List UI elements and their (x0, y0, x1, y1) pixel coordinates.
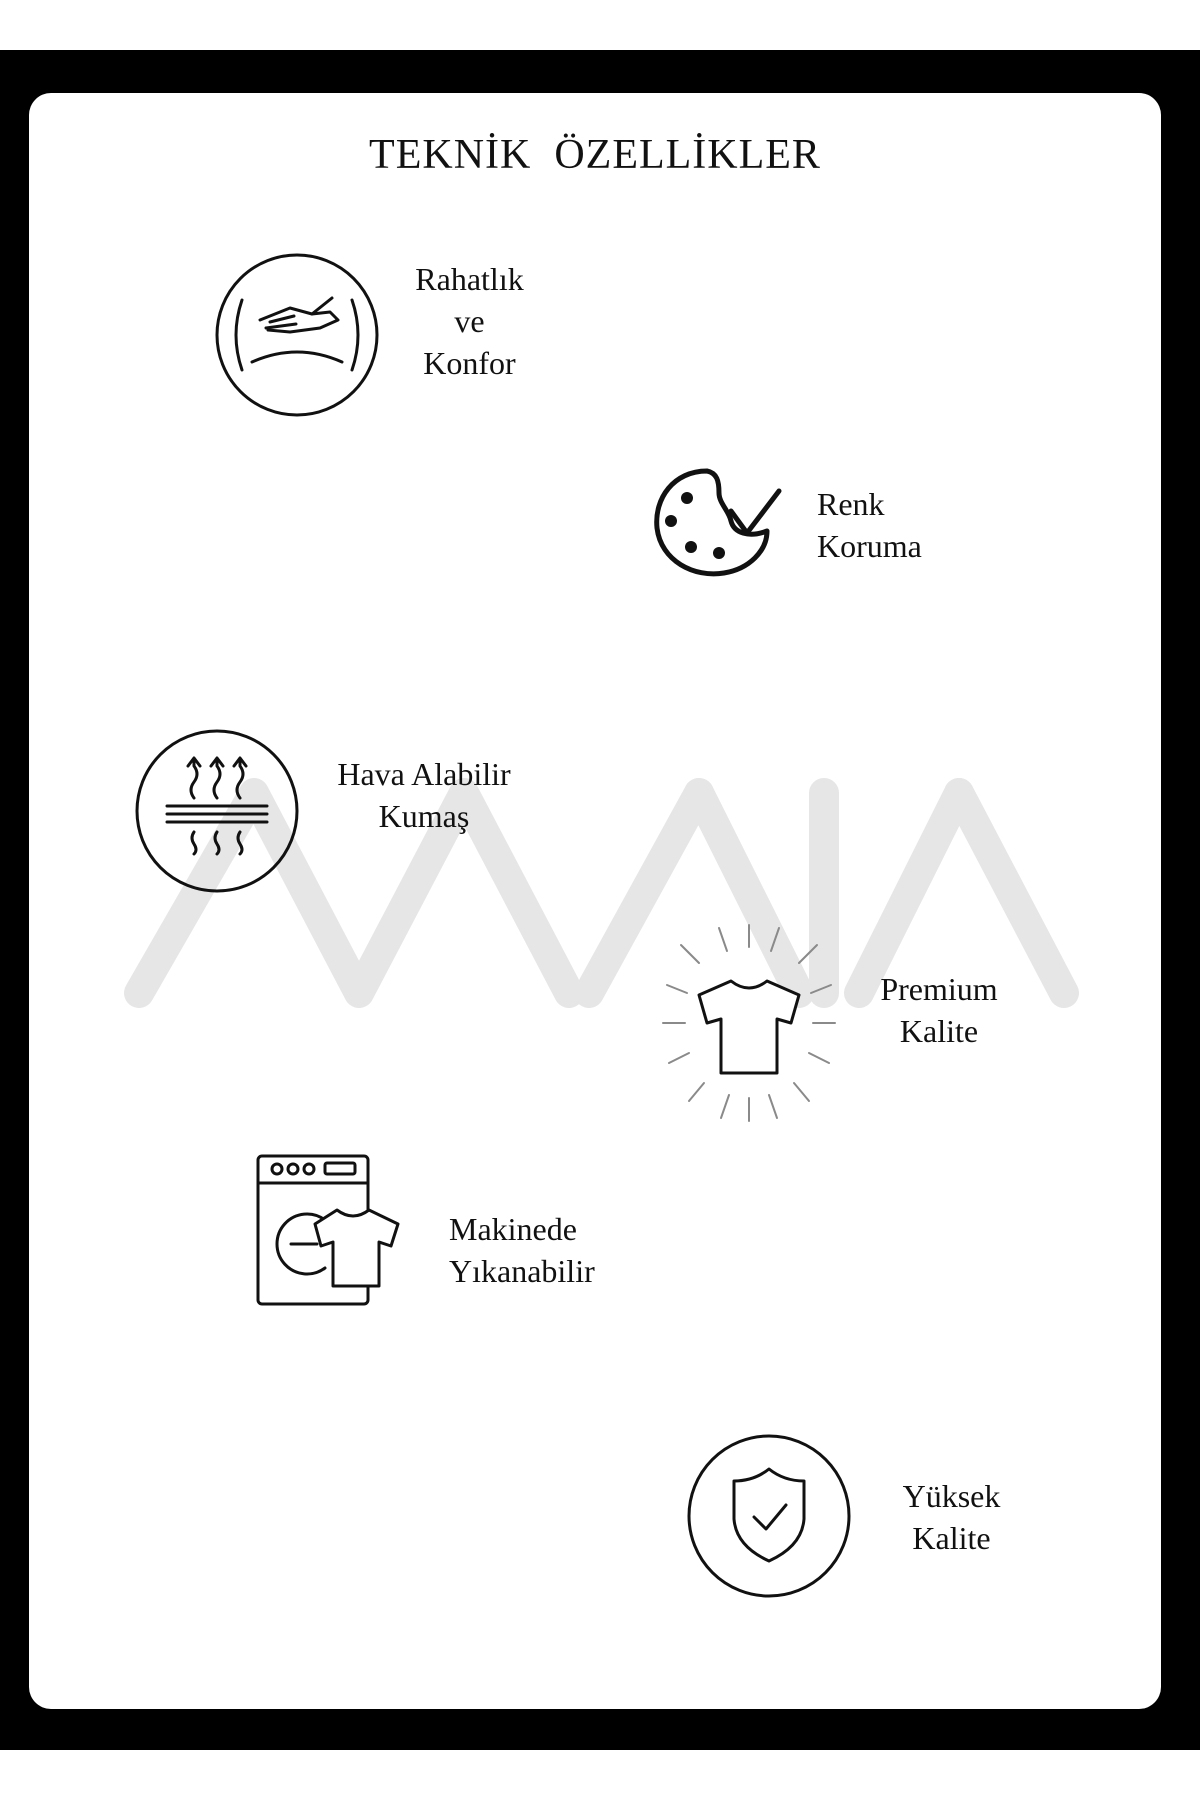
feature-label: Yüksek Kalite (902, 1478, 1001, 1556)
page-title: TEKNİK ÖZELLİKLER (369, 132, 821, 178)
shield-check-icon (684, 1431, 854, 1601)
maia-watermark-logo (29, 93, 1161, 1709)
palette-check-icon (649, 463, 784, 583)
feature-label: Hava Alabilir Kumaş (337, 756, 511, 834)
breathable-fabric-icon (132, 726, 302, 896)
spec-card (29, 93, 1161, 1709)
feature-label: Makinede Yıkanabilir (449, 1211, 595, 1289)
feature-label: Renk Koruma (817, 486, 922, 564)
feature-label: Premium Kalite (880, 971, 998, 1049)
premium-tshirt-icon (659, 923, 839, 1123)
feature-label: Rahatlık ve Konfor (415, 261, 524, 381)
washing-machine-icon (253, 1148, 403, 1308)
hand-comfort-icon (212, 250, 382, 420)
